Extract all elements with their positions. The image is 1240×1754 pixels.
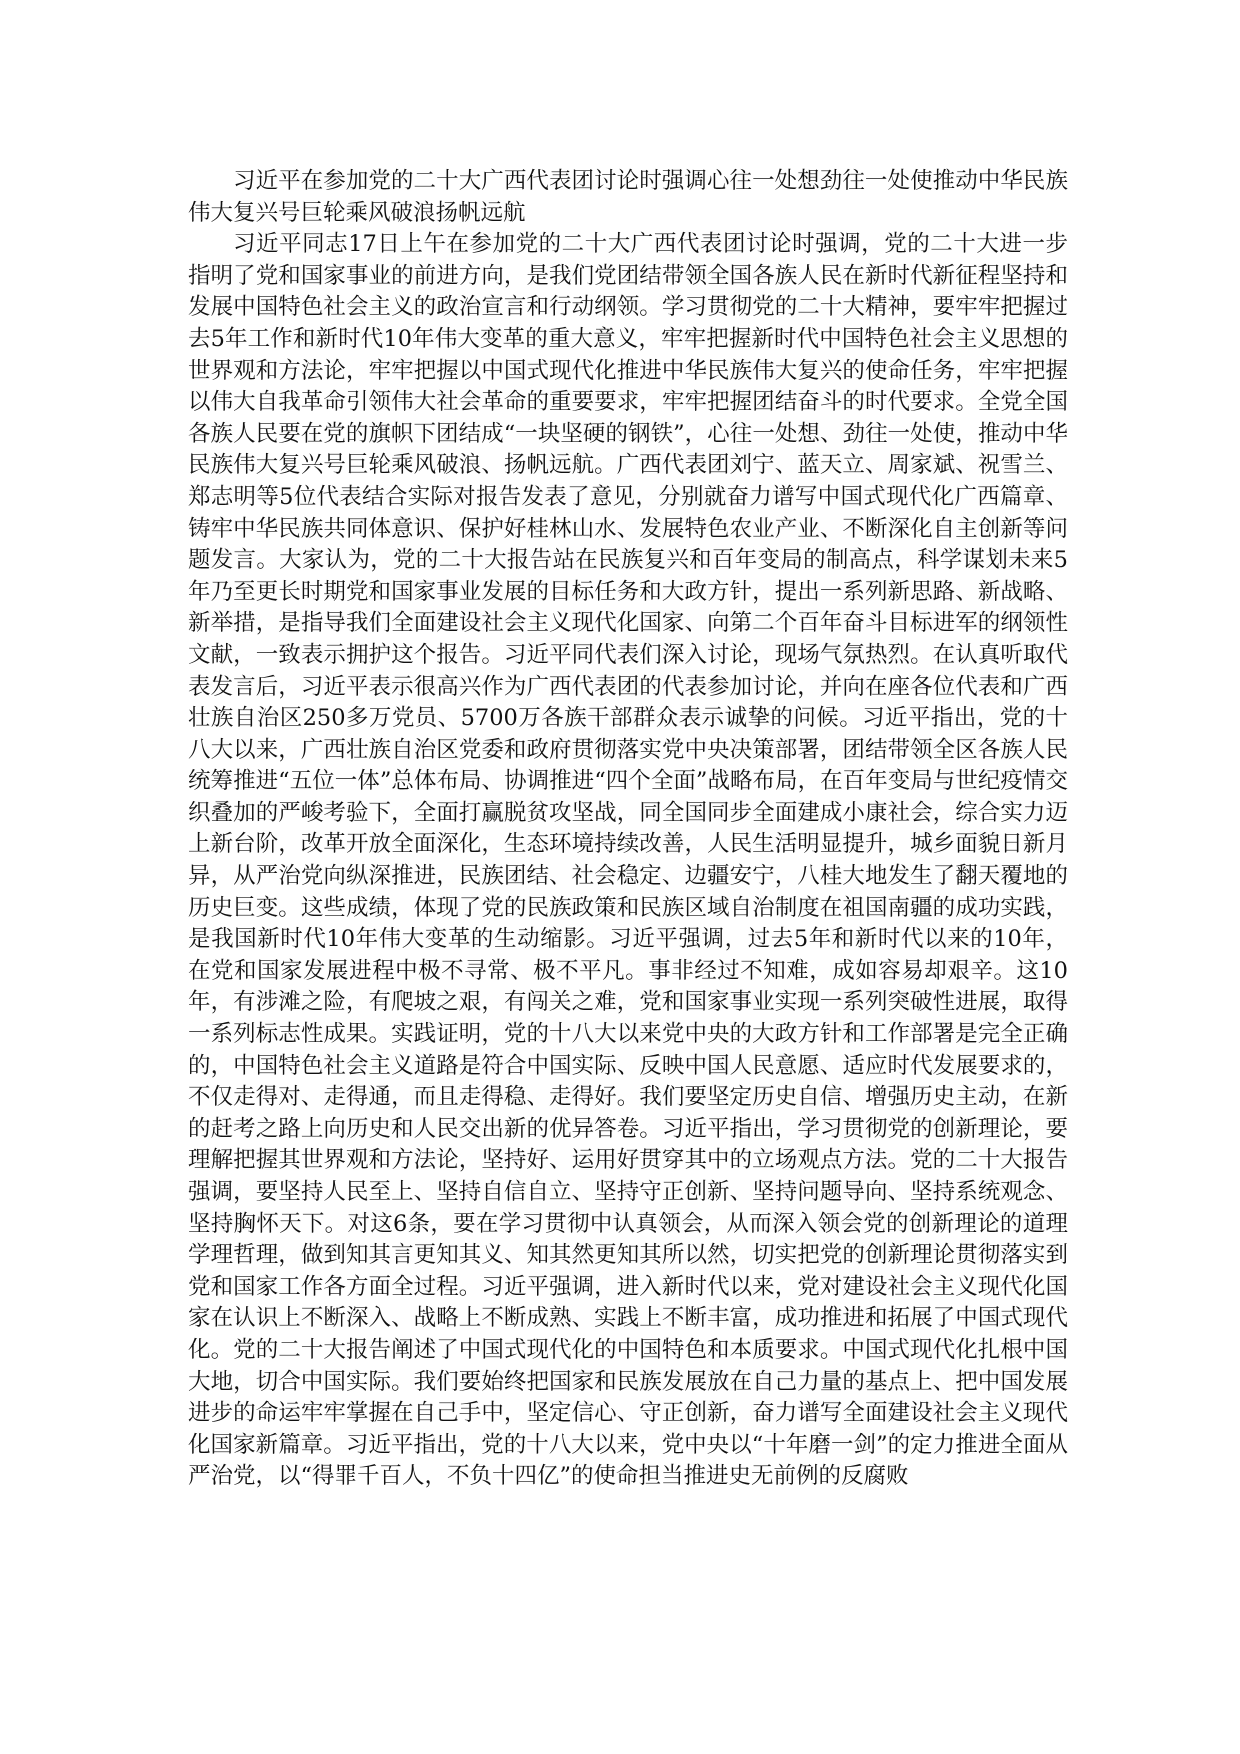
document-title: 习近平在参加党的二十大广西代表团讨论时强调心往一处想劲往一处使推动中华民族伟大复兴号巨轮乘风破浪扬帆远航 [188, 168, 1068, 226]
document-paragraph: 习近平同志17日上午在参加党的二十大广西代表团讨论时强调，党的二十大进一步指明了党和国家事业的前进方向，是我们党团结带领全国各族人民在新时代新征程坚持和发展中国特色社会主义的政治宣言和行动纲领。学习贯彻党的二十大精神，要牢牢把握过去5年工作和新时代10年伟大变革的重大意义，牢牢把握新时代中国特色社会主义思想的世界观和方法论，牢牢把握以中国式现代化推进中华民族伟大复兴的使命任务，牢牢把握以伟大自我革命引领伟大社会革命的重要要求，牢牢把握团结奋斗的时代要求。全党全国各族人民要在党的旗帜下团结成“一块坚硬的钢铁”，心往一处想、劲往一处使，推动中华民族伟大复兴号巨轮乘风破浪、扬帆远航。广西代表团刘宁、蓝天立、周家斌、祝雪兰、郑志明等5位代表结合实际对报告发表了意见，分别就奋力谱写中国式现代化广西篇章、铸牢中华民族共同体意识、保护好桂林山水、发展特色农业产业、不断深化自主创新等问题发言。大家认为，党的二十大报告站在民族复兴和百年变局的制高点，科学谋划未来5年乃至更长时期党和国家事业发展的目标任务和大政方针，提出一系列新思路、新战略、新举措，是指导我们全面建设社会主义现代化国家、向第二个百年奋斗目标进军的纲领性文献，一致表示拥护这个报告。习近平同代表们深入讨论，现场气氛热烈。在认真听取代表发言后，习近平表示很高兴作为广西代表团的代表参加讨论，并向在座各位代表和广西壮族自治区250多万党员、5700万各族干部群众表示诚挚的问候。习近平指出，党的十八大以来，广西壮族自治区党委和政府贯彻落实党中央决策部署，团结带领全区各族人民统筹推进“五位一体”总体布局、协调推进“四个全面”战略布局，在百年变局与世纪疫情交织叠加的严峻考验下，全面打赢脱贫攻坚战，同全国同步全面建成小康社会，综合实力迈上新台阶，改革开放全面深化，生态环境持续改善，人民生活明显提升，城乡面貌日新月异，从严治党向纵深推进，民族团结、社会稳定、边疆安宁，八桂大地发生了翻天覆地的历史巨变。这些成绩，体现了党的民族政策和民族区域自治制度在祖国南疆的成功实践，是我国新时代10年伟大变革的生动缩影。习近平强调，过去5年和新时代以来的10年，在党和国家发展进程中极不寻常、极不平凡。事非经过不知难，成如容易却艰辛。这10年，有涉滩之险，有爬坡之艰，有闯关之难，党和国家事业实现一系列突破性进展，取得一系列标志性成果。实践证明，党的十八大以来党中央的大政方针和工作部署是完全正确的，中国特色社会主义道路是符合中国实际、反映中国人民意愿、适应时代发展要求的，不仅走得对、走得通，而且走得稳、走得好。我们要坚定历史自信、增强历史主动，在新的赶考之路上向历史和人民交出新的优异答卷。习近平指出，学习贯彻党的创新理论，要理解把握其世界观和方法论，坚持好、运用好贯穿其中的立场观点方法。党的二十大报告强调，要坚持人民至上、坚持自信自立、坚持守正创新、坚持问题导向、坚持系统观念、坚持胸怀天下。对这6条，要在学习贯彻中认真领会，从而深入领会党的创新理论的道理学理哲理，做到知其言更知其义、知其然更知其所以然，切实把党的创新理论贯彻落实到党和国家工作各方面全过程。习近平强调，进入新时代以来，党对建设社会主义现代化国家在认识上不断深入、战略上不断成熟、实践上不断丰富，成功推进和拓展了中国式现代化。党的二十大报告阐述了中国式现代化的中国特色和本质要求。中国式现代化扎根中国大地，切合中国实际。我们要始终把国家和民族发展放在自己力量的基点上、把中国发展进步的命运牢牢掌握在自己手中，坚定信心、守正创新，奋力谱写全面建设社会主义现代化国家新篇章。习近平指出，党的十八大以来，党中央以“十年磨一剑”的定力推进全面从严治党，以“得罪千百人，不负十四亿”的使命担当推进史无前例的反腐败 [188, 231, 1068, 1490]
document-body [188, 166, 1068, 1493]
